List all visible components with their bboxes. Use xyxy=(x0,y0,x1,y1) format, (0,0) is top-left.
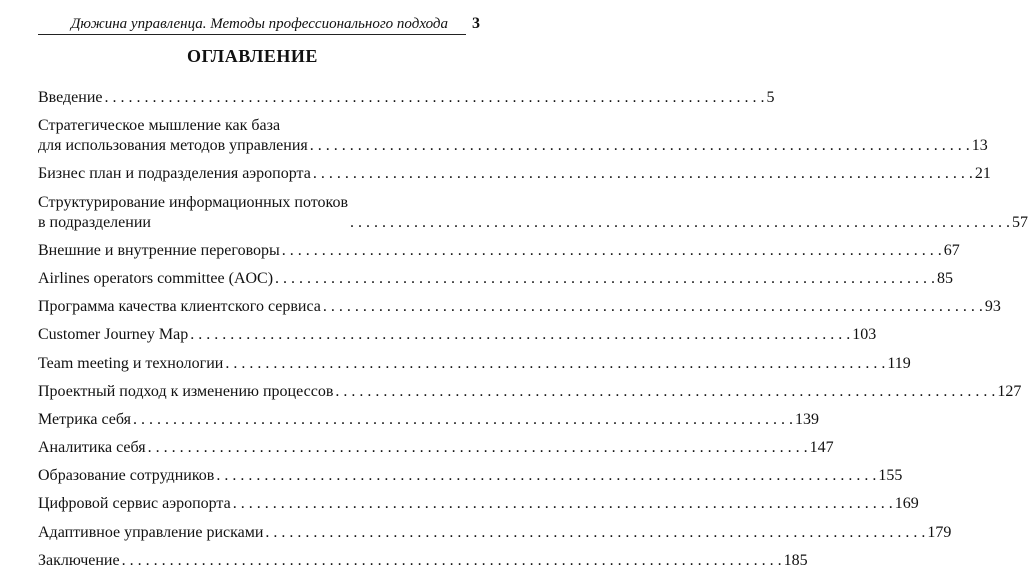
toc-entry xyxy=(38,523,952,543)
toc-entry xyxy=(38,297,1001,317)
dot-leader xyxy=(148,438,808,458)
toc-entry-title: Метрика себя xyxy=(38,410,131,428)
toc-entry-title: Внешние и внутренние переговоры xyxy=(38,241,280,259)
toc-entry xyxy=(38,241,960,261)
dot-leader xyxy=(313,164,973,184)
dot-leader xyxy=(216,466,876,486)
toc-entry-title: Образование сотрудников xyxy=(38,467,215,485)
toc-entry-page: 139 xyxy=(795,410,819,428)
toc-entry-page: 67 xyxy=(943,241,960,259)
toc-entry-page: 155 xyxy=(878,467,903,485)
toc-entry-title: Адаптивное управление рисками xyxy=(38,523,264,541)
dot-leader xyxy=(310,136,970,156)
dot-leader xyxy=(350,213,1010,233)
toc-entry-page: 5 xyxy=(766,89,775,106)
toc-entry-title: Заключение xyxy=(38,551,120,569)
toc-entry-page: 57 xyxy=(1012,213,1028,231)
toc-entry-page: 13 xyxy=(971,137,988,155)
toc-entry xyxy=(38,116,988,156)
toc-entry xyxy=(38,410,819,430)
toc-entry xyxy=(38,354,911,374)
toc-entry-page: 127 xyxy=(997,382,1022,400)
toc-entry-page: 179 xyxy=(927,523,952,541)
toc-entry-title: Проектный подход к изменению процессов xyxy=(38,382,334,400)
toc-entry xyxy=(38,88,775,108)
dot-leader xyxy=(225,354,885,374)
toc-entry-title: Team meeting и технологии xyxy=(38,354,224,372)
dot-leader xyxy=(275,269,935,289)
toc-entry-page: 147 xyxy=(809,439,834,457)
table-of-contents xyxy=(38,88,1028,579)
toc-entry-page: 103 xyxy=(852,326,877,344)
dot-leader xyxy=(122,551,782,571)
running-title: Дюжина управленца. Методы профессионального подхода xyxy=(70,16,448,32)
toc-entry xyxy=(38,494,919,514)
toc-entry xyxy=(38,466,903,486)
toc-entry-title: Программа качества клиентского сервиса xyxy=(38,298,321,316)
toc-entry-title: Структурирование информационных потоков в подразделении xyxy=(38,193,349,231)
toc-entry-page: 93 xyxy=(984,298,1001,316)
toc-entry-title: Бизнес план и подразделения аэропорта xyxy=(38,165,311,183)
toc-entry xyxy=(38,551,808,571)
dot-leader xyxy=(323,297,983,317)
running-header xyxy=(38,13,466,35)
toc-entry-title: Airlines operators committee (AOC) xyxy=(38,269,274,287)
dot-leader xyxy=(282,241,942,261)
toc-entry-page: 169 xyxy=(894,495,919,513)
toc-entry xyxy=(38,269,954,289)
toc-entry-title: Введение xyxy=(38,89,103,106)
toc-entry-title: Стратегическое мышление как база для использования методов управления xyxy=(38,117,308,155)
toc-entry xyxy=(38,438,834,458)
toc-entry-title: Customer Journey Map xyxy=(38,326,189,344)
toc-entry xyxy=(38,193,1028,233)
toc-entry-page: 85 xyxy=(937,269,954,287)
toc-entry-title: Цифровой сервис аэропорта xyxy=(38,495,231,513)
toc-entry-page: 185 xyxy=(783,551,808,569)
toc-entry-title: Аналитика себя xyxy=(38,439,146,457)
dot-leader xyxy=(133,410,793,430)
toc-entry-page: 119 xyxy=(887,354,911,372)
dot-leader xyxy=(190,325,850,345)
toc-heading: ОГЛАВЛЕНИЕ xyxy=(187,46,318,66)
dot-leader xyxy=(233,494,893,514)
dot-leader xyxy=(335,382,995,402)
dot-leader xyxy=(265,523,925,543)
toc-entry xyxy=(38,325,877,345)
toc-entry-page: 21 xyxy=(974,165,991,183)
page-number: 3 xyxy=(472,15,480,32)
toc-entry xyxy=(38,164,991,184)
toc-entry xyxy=(38,382,1022,402)
dot-leader xyxy=(105,88,765,108)
